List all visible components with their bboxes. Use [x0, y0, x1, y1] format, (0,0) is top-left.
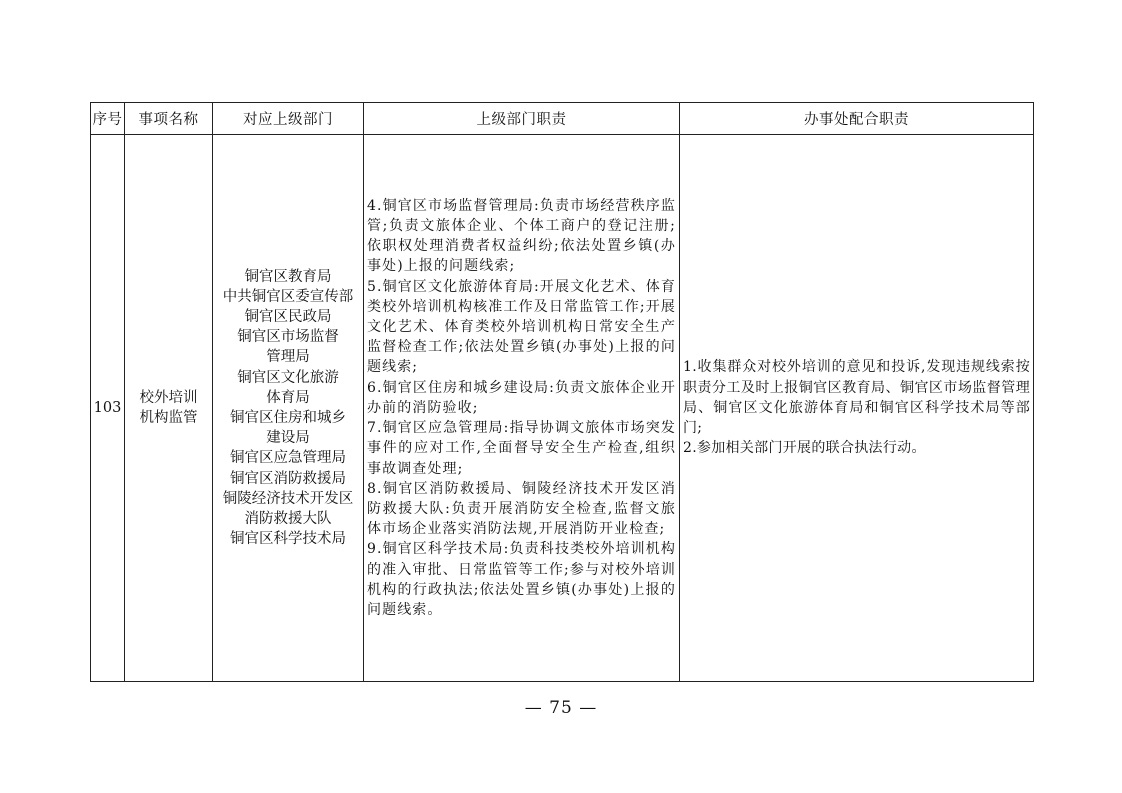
table-row — [91, 135, 1034, 682]
dept-line: 铜官区应急管理局 — [230, 450, 346, 467]
dept-line: 铜官区教育局 — [244, 268, 332, 285]
header-dept-responsibility: 上级部门职责 — [364, 103, 680, 135]
responsibility-table — [90, 102, 1034, 682]
row-dept-responsibility — [364, 135, 680, 682]
responsibility-item: 6.铜官区住房和城乡建设局:负责文旅体企业开办前的消防验收; — [367, 379, 676, 416]
dept-line: 铜官区市场监督 — [237, 329, 339, 346]
page-number: — 75 — — [524, 698, 598, 718]
item-name-line: 机构监管 — [139, 410, 198, 426]
table-header-row — [91, 103, 1034, 135]
dept-line: 铜官区科学技术局 — [230, 531, 346, 548]
row-item-name — [125, 135, 213, 682]
header-dept: 对应上级部门 — [213, 103, 364, 135]
row-office-cooperation — [680, 135, 1034, 682]
row-seq: 103 — [91, 135, 125, 682]
dept-line: 管理局 — [266, 349, 310, 366]
dept-line: 铜官区文化旅游 — [237, 369, 339, 386]
cooperation-item: 1.收集群众对校外培训的意见和投诉,发现违规线索按职责分工及时上报铜官区教育局、铜官区市场监督管理局、铜官区文化旅游体育局和铜官区科学技术局等部门; — [683, 359, 1030, 437]
responsibility-item: 7.铜官区应急管理局:指导协调文旅体市场突发事件的应对工作,全面督导安全生产检查,组织事故调查处理; — [367, 420, 676, 477]
header-seq: 序号 — [91, 103, 125, 135]
dept-line: 铜官区民政局 — [244, 308, 332, 325]
responsibility-item: 4.铜官区市场监督管理局:负责市场经营秩序监管;负责文旅体企业、个体工商户的登记注册;依职权处理消费者权益纠纷;依法处置乡镇(办事处)上报的问题线索; — [367, 197, 676, 275]
cooperation-item: 2.参加相关部门开展的联合执法行动。 — [683, 440, 926, 457]
dept-line: 铜官区住房和城乡 — [230, 410, 346, 426]
header-item-name: 事项名称 — [125, 103, 213, 135]
responsibility-item: 8.铜官区消防救援局、铜陵经济技术开发区消防救援大队:负责开展消防安全检查,监督文旅体市场企业落实消防法规,开展消防开业检查; — [367, 480, 676, 538]
dept-line: 中共铜官区委宣传部 — [222, 288, 354, 305]
dept-line: 铜陵经济技术开发区 — [222, 490, 354, 507]
dept-line: 建设局 — [266, 430, 310, 447]
responsibility-item: 9.铜官区科学技术局:负责科技类校外培训机构的准入审批、日常监管等工作;参与对校外培训机构的行政执法;依法处置乡镇(办事处)上报的问题线索。 — [367, 541, 676, 618]
dept-line: 消防救援大队 — [244, 511, 332, 528]
dept-line: 铜官区消防救援局 — [230, 470, 346, 487]
item-name-line: 校外培训 — [139, 390, 198, 406]
row-dept-list — [213, 135, 364, 682]
header-office-cooperation: 办事处配合职责 — [680, 103, 1034, 135]
dept-line: 体育局 — [266, 389, 310, 406]
responsibility-item: 5.铜官区文化旅游体育局:开展文化艺术、体育类校外培训机构核准工作及日常监管工作;开展文化艺术、体育类校外培训机构日常安全生产监督检查工作;依法处置乡镇(办事处)上报的问题线索; — [367, 278, 676, 376]
